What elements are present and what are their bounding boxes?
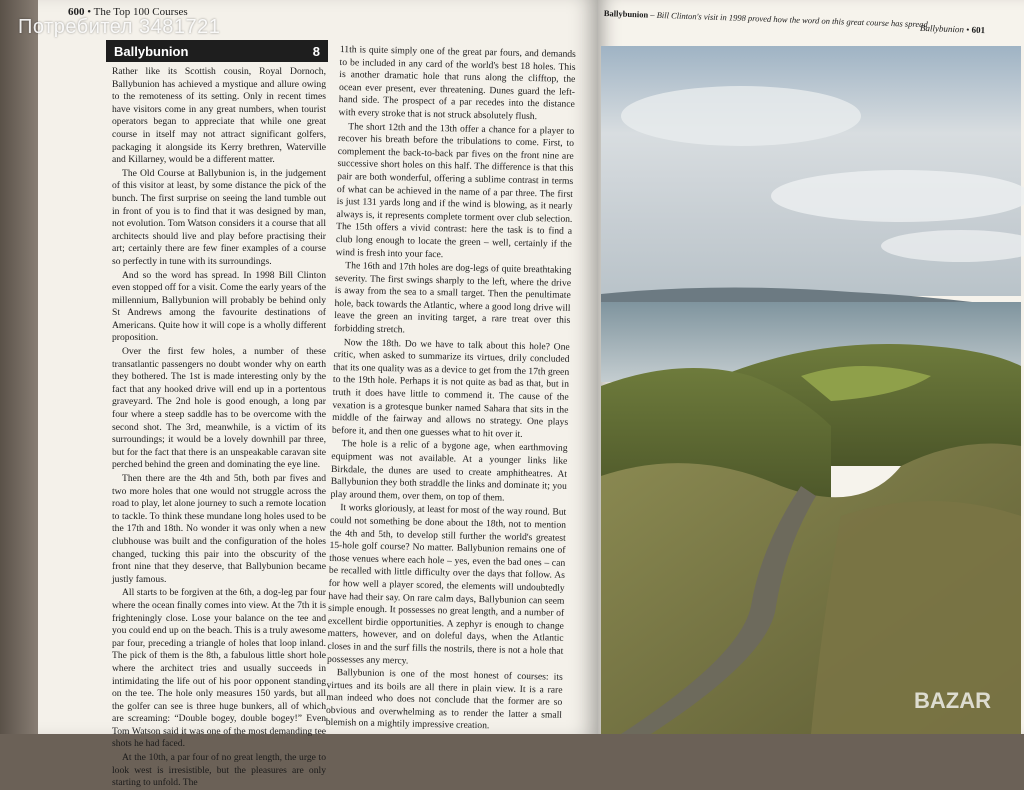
- paragraph: The short 12th and the 13th offer a chance for a player to recover his breath before the tribulations to come. First, to complement the back-to-back par fives on the front nine are successive short holes on this half. The difference is that this pair are both wonderful, offering a sublime contrast in terms of what can be achieved in the name of a par three. The first is just 131 yards long and if the wind is blowing, as it nearly always is, it represents complete torment over club selection. The 15th offers a vivid contrast: here the task is to find a club long enough to locate the green – well, certainly if the wind is fresh into your face.: [335, 120, 575, 260]
- course-rank: 8: [312, 43, 320, 59]
- paragraph: Then there are the 4th and 5th, both par fives and two more holes that one would not struggle across the road to play, let alone journey to such a remote location to tackle. To think these mundane long holes used to be the 17th and 18th. No wonder it was only when a new clubhouse was built and the configuration of the holes changed, tucking this pair into the obscurity of the front nine that they deserve, that Ballybunion became justly famous.: [112, 473, 326, 585]
- paragraph: Over the first few holes, a number of these transatlantic passengers no doubt wonder why on earth they bothered. The 1st is made interesting only by the fact that any hooked drive will end up in a portentous graveyard. The 2nd hole is good enough, a long par four where a steep saddle has to be overcome with the second shot. The 3rd, meanwhile, is a victim of its surroundings; it would be a lovely downhill par three, but for the fact that there is an unspeakable caravan site perched behind the green and dominating the eye line.: [112, 346, 326, 471]
- paragraph: Rather like its Scottish cousin, Royal Dornoch, Ballybunion has achieved a mystique and allure owing to the remoteness of its setting. Only in recent times have visitors come in any great numbers, when tourist operators began to appreciate that while one great course in itself may not attract significant golfers, packaging it alongside its Kerry brethren, Waterville and Killarney, would be a different matter.: [112, 66, 326, 166]
- bullet: •: [966, 24, 972, 35]
- right-header-title: Ballybunion: [919, 22, 965, 35]
- watermark: Потребител 3481721: [18, 16, 221, 38]
- text-column-2: [325, 44, 576, 732]
- paragraph: Ballybunion is one of the most honest of courses: its virtues and its boils are all there in plain view. It is a rare man indeed who does not conclude that the former are so obvious and overwhelming as to render the latter a small blemish on a mightily impressive creation.: [325, 667, 563, 732]
- cloud: [771, 170, 1024, 222]
- paragraph: The hole is a relic of a bygone age, when earthmoving equipment was not available. At a younger links like Birkdale, the dunes are used to create amphitheatres. At Ballybunion they both straddle the links and dominate it; you play around them, over them, on top of them.: [330, 438, 568, 504]
- course-title: Ballybunion: [114, 43, 189, 59]
- cloud: [621, 86, 861, 146]
- paragraph: Now the 18th. Do we have to talk about this hole? One critic, when asked to summarize its virtues, drily concluded that its one quality was as a device to get from the 17th green to the 19th hole. Perhaps it is not quite as bad as that, but in truth it does have little to commend it. The cause of the vexation is a grotesque bunker named Sahara that sits in the middle of the fairway and allows no strategy. One plays before it, and then one guesses what to hit over it.: [331, 336, 570, 440]
- course-photo: [601, 46, 1021, 734]
- paragraph: And so the word has spread. In 1998 Bill Clinton even stopped off for a visit. Come the early years of the millennium, Ballybunion will probably be behind only St Andrews among the favourite destinations of Americans. Quite how it will cope is a wholly different proposition.: [112, 269, 326, 344]
- paragraph: 11th is quite simply one of the great par fours, and demands to be included in any card of the world's best 18 holes. This is another dramatic hole that runs along the clifftop, the ocean ever present, ever threatening. Dunes guard the left-hand side. The prospect of a par recedes into the distance with every stroke that is not struck absolutely flush.: [338, 44, 576, 123]
- text-column-1: [112, 66, 326, 789]
- page-number-right: 601: [971, 24, 986, 36]
- paragraph: All starts to be forgiven at the 6th, a dog-leg par four where the ocean finally comes into view. At the 7th it is frighteningly close. Lose your balance on the tee and you could end up on the beach. This is a truly awesome par four, preceding a triangle of holes that loop inland. The pick of them is the 8th, a fabulous little short hole where the architect tries and usually succeeds in intimidating the life out of his poor opponent standing on the tee. The hole only measures 150 yards, but all the golfer can see is three huge bunkers, all of which are screaming: “Double bogey, double bogey!” Even Tom Watson said it was one of the most demanding tee shots he had faced.: [112, 587, 326, 750]
- book-section-title: The Top 100 Courses: [93, 6, 188, 18]
- paragraph: It works gloriously, at least for most of the way round. But could not something be done about the 18th, not to mention the 4th and 5th, to develop still further the world's greatest 15-hole golf course? No matter. Ballybunion remains one of those venues where each hole – yes, even the bad ones – can be recalled with little difficulty over the days that follow. As for how well a player scored, the elements will undoubtedly have had their say. On rare calm days, Ballybunion can seem simple enough. It possesses no great length, and a number of excellent birdie opportunities. A zephyr is enough to change matters, however, and on doleful days, when the Atlantic closes in and the surf fills the nostrils, there is not a hole that possesses any mercy.: [327, 502, 567, 667]
- page-number-left: 600: [68, 6, 85, 18]
- paragraph: The 16th and 17th holes are dog-legs of quite breathtaking severity. The first swings sharply to the left, where the drive is away from the sea to a small target. Then the penultimate hole, back towards the Atlantic, where a good long drive will leave the green an inviting target, a rare treat over this forbidding stretch.: [333, 260, 572, 336]
- course-title-bar: [106, 40, 328, 62]
- caption-text: – Bill Clinton's visit in 1998 proved how the word on this great course has spread: [650, 9, 928, 30]
- paragraph: At the 10th, a par four of no great length, the urge to look west is irresistible, but the pleasures are only starting to unfold. The: [112, 752, 326, 789]
- caption-title: Ballybunion: [603, 8, 649, 20]
- bazar-logo: BAZAR: [914, 688, 991, 713]
- bullet: •: [87, 6, 94, 18]
- book-edge: [0, 0, 40, 734]
- paragraph: The Old Course at Ballybunion is, in the judgement of this visitor at least, by some distance the pick of the bunch. The first surprise on seeing the land tumble out in front of you is to find that it was designed by man, not evolution. Tom Watson considers it a course that all architects should live and play before practising their art; certainly there are few finer examples of a course so perfectly in tune with its surroundings.: [112, 167, 326, 267]
